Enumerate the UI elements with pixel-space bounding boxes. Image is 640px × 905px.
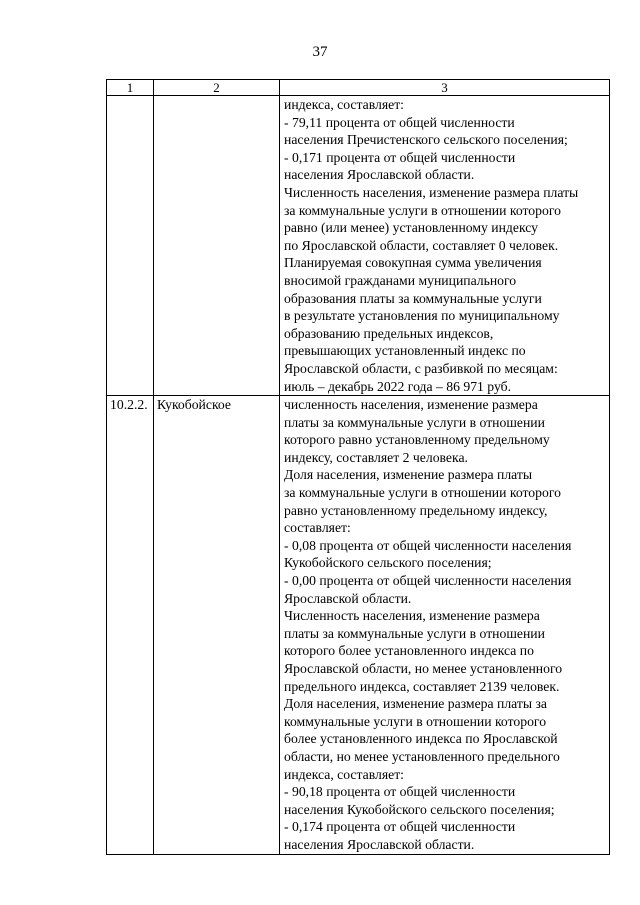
page-number: 37 xyxy=(312,44,328,60)
table-header-row xyxy=(107,80,610,96)
text-line: - 79,11 процента от общей численности xyxy=(284,114,515,130)
text-line: индекса, составляет: xyxy=(284,97,404,112)
text-line: более установленного индекса по Ярославской xyxy=(284,731,558,747)
text-line: Доля населения, изменение размера платы xyxy=(284,467,533,483)
text-line: Ярославской области, с разбивкой по месяцам: xyxy=(284,360,558,376)
text-line: за коммунальные услуги в отношении которого xyxy=(284,485,561,501)
text-line: равно (или менее) установленному индексу xyxy=(284,220,539,236)
text-line: Доля населения, изменение размера платы за xyxy=(284,696,547,712)
text-line: равно установленному предельному индексу, xyxy=(284,502,548,518)
text-line: которого более установленного индекса по xyxy=(284,643,534,659)
text-line: - 0,174 процента от общей численности xyxy=(284,819,516,835)
row-number-cell xyxy=(107,96,154,396)
column-header-1: 1 xyxy=(107,80,154,96)
text-line: населения Пречистенского сельского поселения; xyxy=(284,132,568,148)
text-line: образования платы за коммунальные услуги xyxy=(284,290,542,306)
text-line: области, но менее установленного предельного xyxy=(284,748,560,764)
text-line: Планируемая совокупная сумма увеличения xyxy=(284,255,542,271)
text-line: июль – декабрь 2022 года – 86 971 руб. xyxy=(284,378,512,394)
text-line: превышающих установленный индекс по xyxy=(284,343,526,359)
text-line: численность населения, изменение размера xyxy=(284,397,538,413)
text-line: Численность населения, изменение размера платы xyxy=(284,184,579,200)
description-cell xyxy=(280,96,610,396)
text-line: вносимой гражданами муниципального xyxy=(284,272,517,288)
text-line: Численность населения, изменение размера xyxy=(284,608,540,624)
text-line: - 0,171 процента от общей численности xyxy=(284,149,516,165)
column-header-2: 2 xyxy=(154,80,280,96)
text-line: населения Кукобойского сельского поселения; xyxy=(284,801,555,817)
table-row xyxy=(107,396,610,854)
text-line: индекса, составляет: xyxy=(284,766,404,782)
text-line: населения Ярославской области. xyxy=(284,167,475,183)
settlement-name-cell xyxy=(154,96,280,396)
text-line: индексу, составляет 2 человека. xyxy=(284,449,468,465)
table-row xyxy=(107,96,610,396)
text-line: за коммунальные услуги в отношении которого xyxy=(284,202,561,218)
settlement-name-cell: Кукобойское xyxy=(154,396,280,854)
text-line: Ярославской области, но менее установленного xyxy=(284,661,563,676)
text-line: - 90,18 процента от общей численности xyxy=(284,784,516,800)
text-line: образованию предельных индексов, xyxy=(284,325,494,341)
description-cell xyxy=(280,396,610,854)
column-header-3: 3 xyxy=(280,80,610,96)
text-line: платы за коммунальные услуги в отношении xyxy=(284,414,545,430)
text-line: в результате установления по муниципальному xyxy=(284,308,560,324)
text-line: Кукобойского сельского поселения; xyxy=(284,555,492,571)
text-line: по Ярославской области, составляет 0 человек. xyxy=(284,237,559,253)
text-line: Ярославской области. xyxy=(284,590,412,606)
data-table xyxy=(106,79,610,855)
text-line: предельного индекса, составляет 2139 человек. xyxy=(284,678,560,694)
text-line: составляет: xyxy=(284,520,351,536)
text-line: которого равно установленному предельному xyxy=(284,432,550,448)
text-line: - 0,08 процента от общей численности населения xyxy=(284,537,572,553)
text-line: - 0,00 процента от общей численности населения xyxy=(284,573,572,589)
text-line: коммунальные услуги в отношении которого xyxy=(284,713,547,729)
text-line: населения Ярославской области. xyxy=(284,836,475,852)
text-line: платы за коммунальные услуги в отношении xyxy=(284,625,545,641)
row-number-cell: 10.2.2. xyxy=(107,396,154,854)
